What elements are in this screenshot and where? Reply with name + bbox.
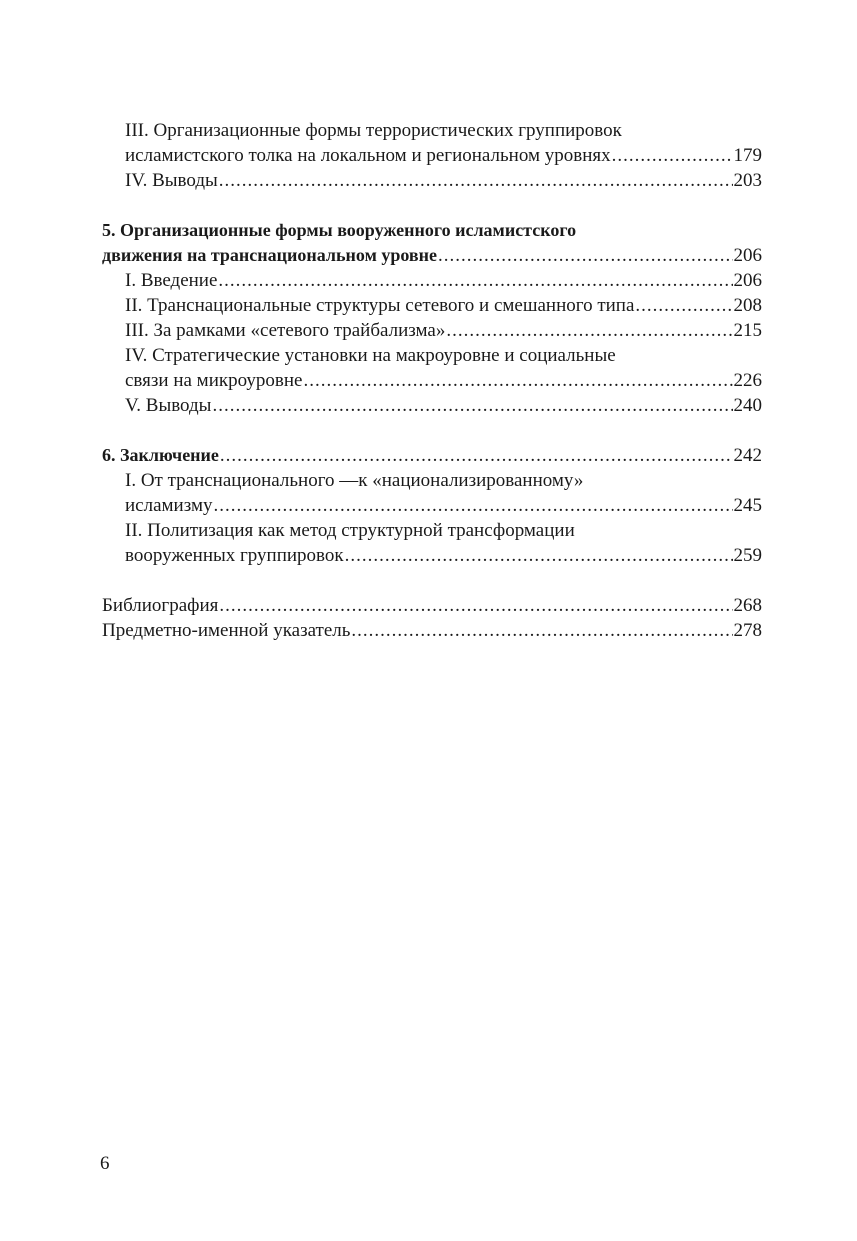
- page-number: 6: [100, 1153, 110, 1174]
- toc-page-number: 208: [733, 295, 762, 316]
- leader-dots: [303, 368, 732, 393]
- toc-entry[interactable]: [102, 393, 762, 418]
- spacer: [102, 418, 762, 443]
- chapter-title: 6. Заключение: [102, 445, 219, 465]
- toc-entry-title: II. Политизация как метод структурной трансформации: [125, 520, 575, 541]
- toc-page-number: 179: [733, 145, 762, 166]
- toc-entry[interactable]: [102, 543, 762, 568]
- toc-page-number: 259: [733, 545, 762, 566]
- toc-entry-index[interactable]: [102, 618, 762, 643]
- chapter-heading-line: [102, 218, 762, 243]
- leader-dots: [612, 143, 733, 168]
- toc-entry-title: связи на микроуровне: [125, 370, 303, 391]
- toc-entry[interactable]: [102, 168, 762, 193]
- leader-dots: [219, 168, 733, 193]
- toc-entry-title: II. Транснациональные структуры сетевого и смешанного типа: [125, 295, 635, 316]
- toc-entry-title: исламистского толка на локальном и региональном уровнях: [125, 145, 611, 166]
- toc-page-number: 278: [733, 620, 762, 641]
- leader-dots: [345, 543, 733, 568]
- leader-dots: [635, 293, 732, 318]
- toc-page-number: 226: [733, 370, 762, 391]
- toc-entry[interactable]: [102, 143, 762, 168]
- leader-dots: [446, 318, 732, 343]
- chapter-entry[interactable]: [102, 243, 762, 268]
- toc-entry-title: Предметно-именной указатель: [102, 620, 351, 641]
- toc-entry-title: I. Введение: [125, 270, 218, 291]
- toc-entry-line: [102, 468, 762, 493]
- table-of-contents: [102, 118, 762, 643]
- toc-entry-title: III. Организационные формы террористических группировок: [125, 120, 622, 141]
- chapter-title: движения на транснациональном уровне: [102, 245, 437, 265]
- toc-page-number: 203: [733, 170, 762, 191]
- toc-page-number: 206: [733, 245, 762, 266]
- toc-entry-title: исламизму: [125, 495, 213, 516]
- toc-entry-title: V. Выводы: [125, 395, 212, 416]
- leader-dots: [438, 243, 733, 268]
- toc-entry[interactable]: [102, 268, 762, 293]
- leader-dots: [218, 268, 732, 293]
- toc-page-number: 215: [733, 320, 762, 341]
- toc-entry[interactable]: [102, 368, 762, 393]
- toc-entry-title: IV. Стратегические установки на макроуровне и социальные: [125, 345, 616, 366]
- spacer: [102, 568, 762, 593]
- leader-dots: [220, 443, 733, 468]
- toc-entry-title: I. От транснационального —к «национализированному»: [125, 470, 584, 491]
- toc-entry-title: вооруженных группировок: [125, 545, 344, 566]
- chapter-entry[interactable]: [102, 443, 762, 468]
- toc-entry-line: [102, 343, 762, 368]
- spacer: [102, 193, 762, 218]
- toc-page-number: 242: [733, 445, 762, 466]
- toc-entry-bibliography[interactable]: [102, 593, 762, 618]
- leader-dots: [213, 493, 732, 518]
- leader-dots: [351, 618, 732, 643]
- toc-page-number: 206: [733, 270, 762, 291]
- toc-page-number: 245: [733, 495, 762, 516]
- toc-entry-title: Библиография: [102, 595, 219, 616]
- toc-entry-title: III. За рамками «сетевого трайбализма»: [125, 320, 446, 341]
- toc-entry[interactable]: [102, 493, 762, 518]
- toc-page-number: 268: [733, 595, 762, 616]
- chapter-title: 5. Организационные формы вооруженного исламистского: [102, 220, 577, 240]
- leader-dots: [219, 593, 732, 618]
- toc-entry[interactable]: [102, 293, 762, 318]
- toc-entry-line: [102, 518, 762, 543]
- toc-page-number: 240: [733, 395, 762, 416]
- toc-entry-line: [102, 118, 762, 143]
- toc-entry[interactable]: [102, 318, 762, 343]
- leader-dots: [212, 393, 732, 418]
- toc-entry-title: IV. Выводы: [125, 170, 218, 191]
